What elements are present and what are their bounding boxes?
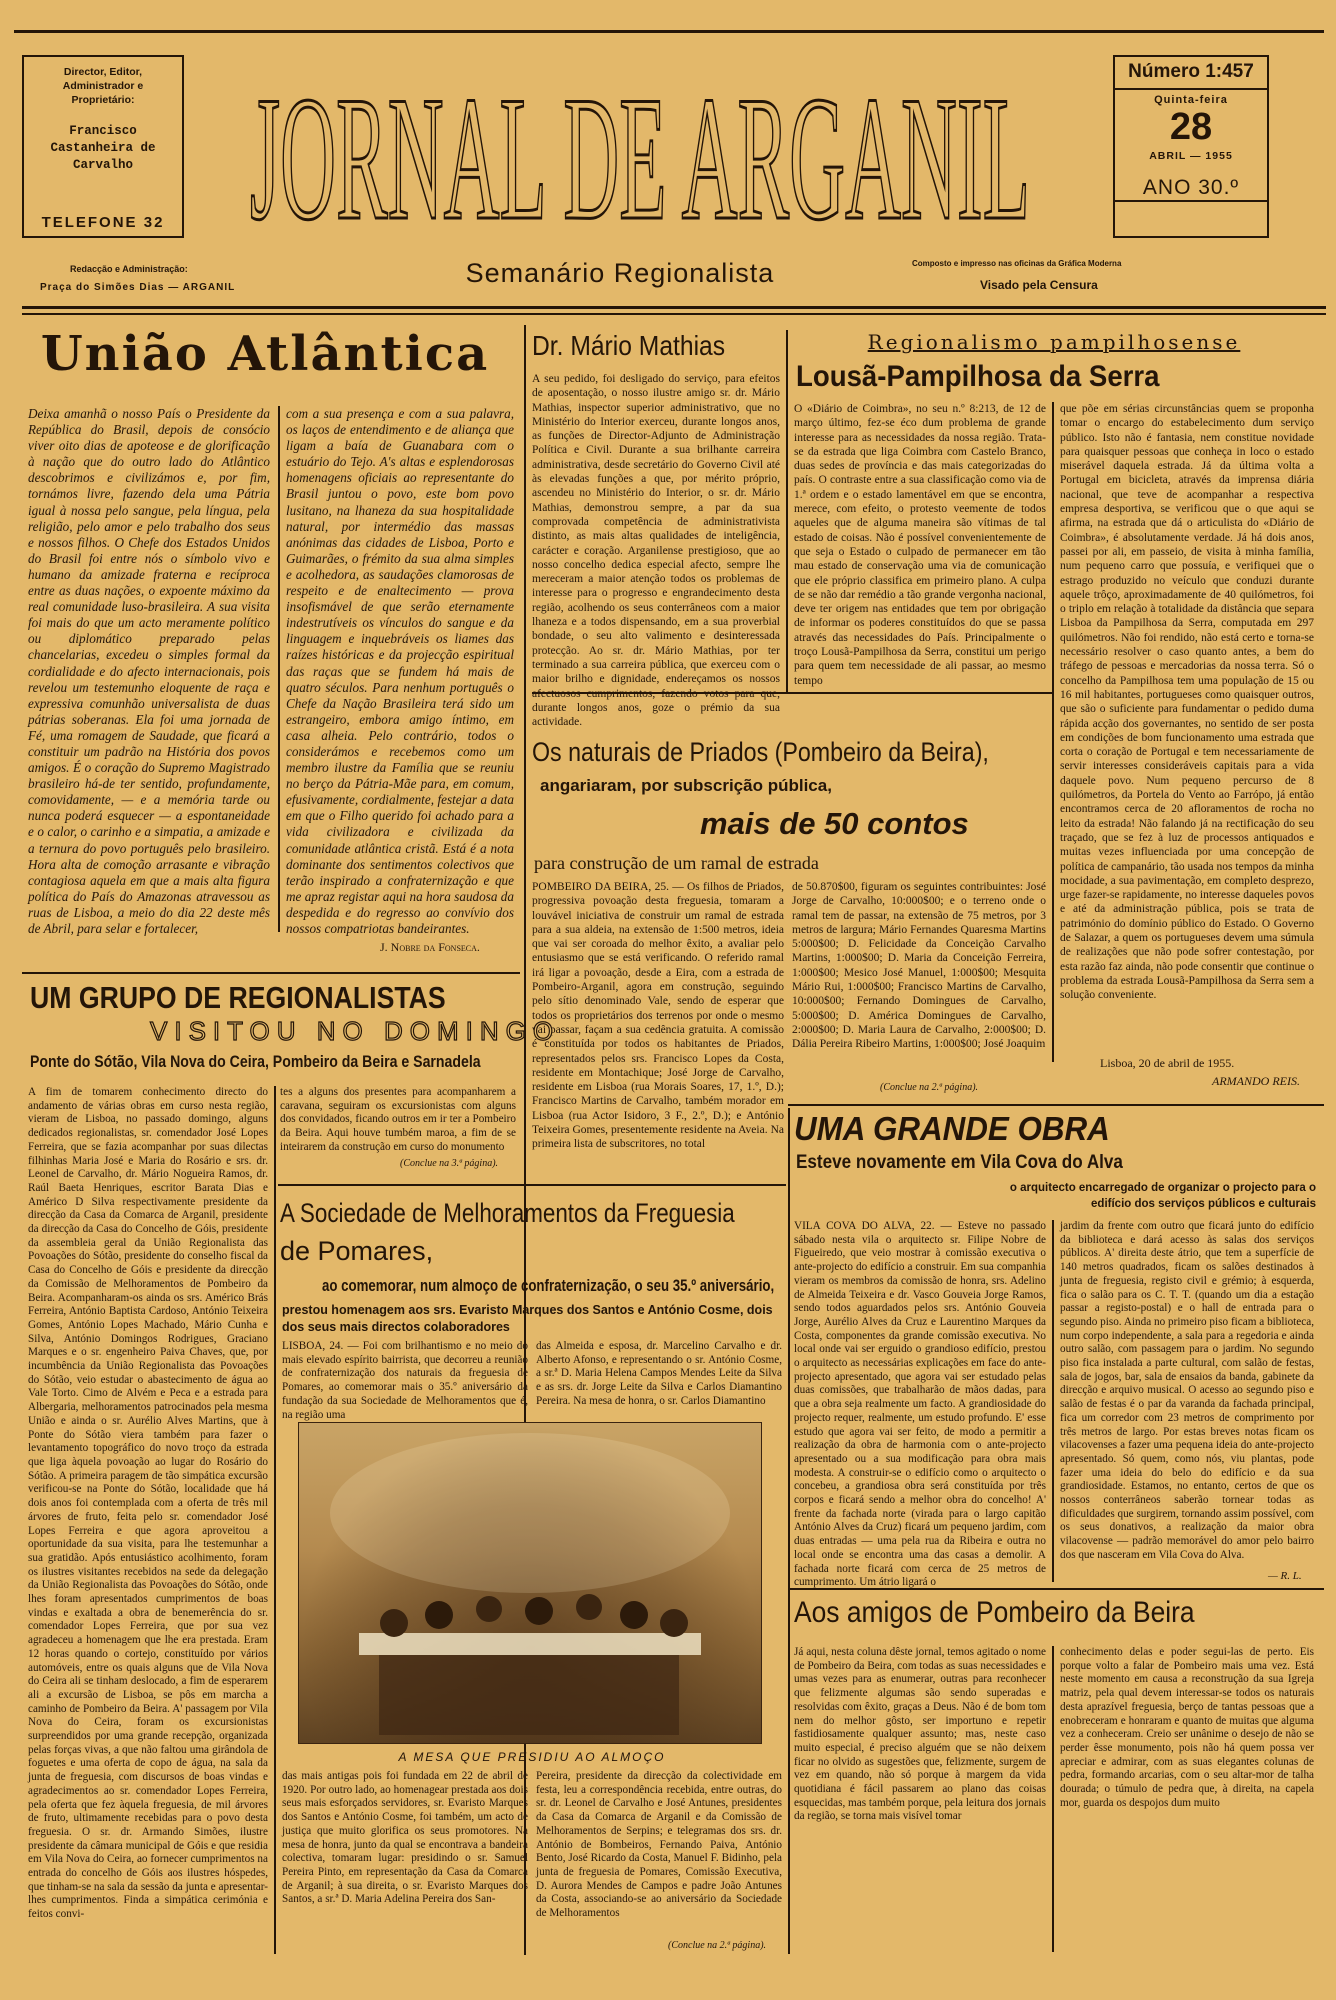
subtitle: Semanário Regionalista: [465, 258, 775, 288]
grupo-subhead: VISITOU NO DOMINGO: [150, 1016, 561, 1046]
issue-month-year: ABRIL — 1955: [1149, 150, 1233, 162]
lousa-signature: ARMANDO REIS.: [1212, 1074, 1300, 1088]
headline-mathias: Dr. Mário Mathias: [532, 330, 726, 361]
grande-obra-col1: VILA COVA DO ALVA, 22. — Esteve no passado sábado nesta vila o arquitecto sr. Filipe Nobre de Figueiredo, que veio mostrar à comissão executiva o ante-projecto do edifício a construir. Em sua companhia vieram os membros da comissão de honra, srs. Adelino de Almeida Teixeira e dr. Vasco Gouveia Jorge Ramos, sendo todos aguardados pelos srs. António Gouveia Jorge, Aurélio Alves da Cruz e Laurentino Marques da Costa, componentes da grande comissão executiva. No local onde vai ser erguido o grandioso edifício, prestou o arquitecto as necessárias explicações em face do ante-projecto apresentado, que agora vai ser estudado pelas duas comissões, que trabalharão de mãos dadas, para que a obra seja realmente um facto. A grandiosidade do projecto requer, realmente, um estudo profundo. E' esse estudo que agora vai ser feito, de modo a permitir a realização da obra de harmonia com o ante-projecto apresentado ou a sua modificação para obra mais modesta. A construir-se o edifício como o arquitecto o concebeu, a grandiosa obra será constituída por três corpos e ficará sendo a melhor obra do concelho! A' frente da fachada norte (virada para o largo capitão António Alves da Cruz) ficará um pequeno jardim, com duas entradas — uma pela rua da Ribeira e outra no local onde se encontra uma das casas a demolir. A fachada norte ficará com cerca de 25 metros de cumprimento. Um átrio ligará o: [794, 1220, 1046, 1589]
photo-caption: A MESA QUE PRESIDIU AO ALMOÇO: [398, 1750, 666, 1764]
sociedade-col2b: Pereira, presidente da direcção da colectividade em festa, leu a correspondência recebida, entre outras, do sr. dr. Leonel de Carvalho e José Antunes, presidentes da Casa da Comarca de Arganil e da Comissão de Melhoramentos de Serpins; e telegramas dos srs. dr. António de Bombeiros, Fernando Paiva, António Bento, José Ricardo da Costa, Manuel F. Bidinho, pela junta de freguesia de Pomares, Comissão Executiva, D. Aurora Mendes de Campos e padre João Antunes da Costa, associando-se ao aniversário da Sociedade de Melhoramentos: [536, 1770, 782, 1920]
priados-continued: (Conclue na 2.ª página).: [880, 1082, 979, 1093]
issue-box: [1113, 55, 1269, 238]
title-text: JORNAL DE ARGANIL: [250, 59, 1030, 257]
grande-obra-subhead2: o arquitecto encarregado de organizar o projecto para o edifício dos serviços públicos e culturais: [1009, 1182, 1316, 1210]
sociedade-col1b: das mais antigas pois foi fundada em 22 de abril de 1920. Por outro lado, ao homenagear prestada aos dois seus mais esforçados servidores, sr. Evaristo Marques dos Santos e António Cosme, foi também, um acto de justiça que muito glorifica os seus promotores. Na mesa de honra, junto da qual se encontrava a bandeira colectiva, tomaram lugar: presidindo o sr. Samuel Pereira Pinto, em representação da Casa da Comarca de Arganil; à sua direita, o sr. Evaristo Marques dos Santos, a sr.ª D. Maria Adelina Pereira dos San-: [282, 1770, 528, 1906]
redaccao-label: Redacção e Administração:: [70, 264, 188, 274]
grande-obra-col2: jardim da frente com outro que ficará junto do edifício da biblioteca e dará acesso às salas dos serviços públicos. A' direita deste átrio, que tem a superfície de 140 metros quadrados, ficam os salões destinados à junta de freguesia, registo civil e grémio; à esquerda, fica o salão para os C. T. T. (quando um dia a estação passar a registo-postal) e o hall de entrada para o segundo piso. Ainda no primeiro piso ficam a biblioteca, num corpo independente, a sala para a regedoria e ainda outro salão, com passagem para o jardim. No segundo piso fica instalada a parte cultural, com salão de festas, sala de jogos, bar, sala de ensaios da banda, gabinete da direcção e arquivo musical. O acesso ao segundo piso e salão de festas é o par da varanda da fachada principal, fica um corredor com 23 metros de comprimento por três metros de largo. Por estas breves notas ficam os vilacovenses a fazer uma pequena ideia do ante-projecto apresentado. Só quem, como nós, viu plantas, pode fazer uma ideia do belo do edifício e da sua grandiosidade. Estamos, no entanto, certos de que os nossos conterrâneos saberão tornear todas as dificuldades que surgirem, tornando assim possível, com os seus donativos, a realização da maior obra vilacovense — padrão memorável do amor pelo bairro dos que nasceram em Vila Cova do Alva.: [1060, 1220, 1314, 1561]
grande-obra-signature: — R. L.: [1268, 1570, 1302, 1582]
grupo-continued: (Conclue na 3.ª página).: [400, 1158, 499, 1169]
headline-sociedade-2: de Pomares,: [280, 1236, 434, 1266]
priados-col2: de 50.870$00, figuram os seguintes contribuintes: José Jorge de Carvalho, 10:000$00; e o terreno onde o ramal tem de passar, na extensão de 75 metros, por 3 metros de largura; Mário Fernandes Quaresma Martins 5:000$00; D. Felicidade da Conceição Carvalho Martins, 1:000$00; D. Maria da Conceição Ferreira, 1:000$00; Mesico José Manuel, 1:000$00; Mesquita Mário Rui, 1:000$00; Francisco Martins de Carvalho, 10:000$00; Fernando Domingues de Carvalho, 5:000$00; D. América Domingues de Carvalho, 2:000$00; D. Maria Laura de Carvalho, 2:000$00; D. Dália Pereira Ribeiro Martins, 1:000$00; José Joaquim: [792, 881, 1046, 1051]
uniao-signature: J. Nobre da Fonseca.: [380, 940, 480, 954]
lousa-kicker: Regionalismo pampilhosense: [867, 330, 1241, 354]
headline-grande-obra: UMA GRANDE OBRA: [794, 1110, 1110, 1147]
sociedade-continued: (Conclue na 2.ª página).: [668, 1940, 767, 1951]
headline-lousa: Lousã-Pampilhosa da Serra: [796, 360, 1160, 393]
lousa-dateline: Lisboa, 20 de abril de 1955.: [1100, 1056, 1235, 1070]
grande-obra-subhead: Esteve novamente em Vila Cova do Alva: [796, 1152, 1123, 1173]
amigos-col2: conhecimento delas e poder segui-las de perto. Eis porque volto a falar de Pombeiro mais uma vez. Está neste momento em causa a reconstrução da sua Igreja matriz, pela qual devem interessar-se todos os naturais desta aprazível freguesia, berço de tantas pessoas que a enobreceram e honraram e quanto de muitas que alguma vez a conheceram. Creio ser unânime o desejo de não se perder êsse monumento, pois não há quem possa ver apreciar e admirar, com as suas elegantes colunas de pedra, formando arcarias, com o seu altar-mor de talha dourada; o túmulo de pedra que, à direita, na capela mor, guarda os despojos dum muito: [1060, 1646, 1314, 1809]
priados-subhead2: mais de 50 contos: [700, 806, 969, 841]
grupo-col2: tes a alguns dos presentes para acompanharem a caravana, seguiram os excursionistas com alguns dos convidados, ficando outros em ir ter a Pombeiro da Beira. Aqui houve tumbém maroa, a fim de se inteirarem da construção em curso do monumento: [280, 1086, 516, 1153]
sociedade-col2: das Almeida e esposa, dr. Marcelino Carvalho e dr. Alberto Afonso, e representando o sr. António Cosme, a sr.ª D. Maria Helena Campos Mendes Leite da Silva e as srs. dr. Jorge Leite da Silva e Carlos Diamantino Pereira. Na mesa de honra, o sr. Carlos Diamantino: [536, 1340, 782, 1407]
sociedade-col1: LISBOA, 24. — Foi com brilhantismo e no meio do mais elevado espírito bairrista, que decorreu a reunião de confraternização dos naturais da freguesia de Pomares, ao comemorar mais o 35.º aniversário da fundação da sua Sociedade de Melhoramentos que é, na região uma: [282, 1340, 528, 1421]
issue-day: 28: [1169, 106, 1213, 148]
headline-sociedade-1: A Sociedade de Melhoramentos da Freguesia: [280, 1198, 735, 1228]
censorship-note: Visado pela Censura: [980, 278, 1098, 292]
editor-box: [22, 55, 184, 238]
lousa-col1: O «Diário de Coimbra», no seu n.º 8:213, de 12 de março último, fez-se éco dum problema de grande interesse para as necessidades da nossa região. Trata-se da estrada que liga Coimbra com Castelo Branco, duas sedes de província e das mais categorizadas do país. O contraste entre a sua classificação como via de 1.ª ordem e o estado lamentável em que se encontra, merece, com efeito, o protesto veemente de todos aqueles que de alguma maneira são vítimas de tal estado de coisas. Não é possível convenientemente de que seja o Estado o culpado de permanecer em tão mau estado de conservação uma via de comunicação que ele próprio classifica em primeiro plano. A culpa de se não dar remédio a tão grande vergonha nacional, deve ter origem nas entidades que tem por obrigação de informar os poderes constituídos do que se passa através das necessidades do País. Principalmente o troço Lousã-Pampilhosa da Serra, constitui um perigo para quem tem necessidade de ali passar, ao mesmo tempo: [794, 403, 1046, 687]
masthead-double-rule: [22, 306, 1326, 315]
lousa-col2: que põe em sérias circunstâncias quem se proponha tomar o encargo do estabelecimento dum serviço público. Isto não é fantasia, nem constitue novidade para quaisquer pessoas que conheça in loco o estado miserável daquela estrada. Já da última volta a Portugal em bicicleta, através da imprensa diária nacional, que teve de acompanhar a respectiva empresa desportiva, se verificou que o que aqui se afirma, na estrada que dá o articulista do «Diário de Coimbra», é absolutamente verdade. Já há dois anos, passei por ali, em passeio, de visita à minha família, num pequeno carro que possuía, e verifiquei que o estrago produzido no veículo que conduzi durante aquele trôço, aproximadamente de 40 quilómetros, foi o triplo em relação à totalidade da distância que separa Lisboa da Pampilhosa da Serra, computada em 297 quilómetros. Não foi rendido, não está certo e torna-se necessário resolver o caso quanto antes, a bem do tráfego de pessoas e mercadorias da nossa terra. Só o concelho da Pampilhosa tem uma população de 15 ou 16 mil habitantes, portugueses como quaisquer outros, que são o suficiente para fundamentar o pedido duma rápida acção dos governantes, no sentido de ser posta em condições de bom funcionamento uma estrada que corta o coração de Portugal e tem necessariamente de servir interesses consideráveis capitais para a vida daquele povo. Num pequeno percurso de 8 quilómetros, da Portela do Vento ao Farrópo, já então encontramos cerca de 20 afloramentos de rocha no leito da estrada! Não falando já na rectificação do seu traçado, que se fez à luz de processos antiquados e muitas vezes influenciada por uma concepção de política de campanário, tão usada nos tempos da minha mocidade, a sua pavimentação, em completo desprezo, urge fazer-se rapidamente, no interesse daqueles povos e até da administração pública, pois se trata de património do domínio público do Estado. O Governo de Salazar, a quem os portugueses devem uma súmula de realizações que não pode sofrer contestação, por esta razão faz ainda, não pode consentir que continue o problema da estrada Lousã-Pampilhosa da Serra sem a solução conveniente.: [1060, 403, 1314, 1002]
sociedade-subhead2: prestou homenagem aos srs. Evaristo Marques dos Santos e António Cosme, dois dos seus mais directos colaboradores: [282, 1303, 773, 1334]
issue-year: ANO 30.º: [1142, 176, 1240, 199]
photo-scene: [299, 1423, 761, 1743]
top-rule: [14, 30, 1324, 33]
address: Praça do Simões Dias — ARGANIL: [40, 282, 236, 293]
grupo-places: Ponte do Sótão, Vila Nova do Ceira, Pombeiro da Beira e Sarnadela: [30, 1052, 481, 1071]
issue-weekday: Quinta-feira: [1154, 94, 1228, 106]
phone: TELEFONE 32: [41, 214, 165, 231]
newspaper-title: [240, 40, 1040, 257]
mathias-body: A seu pedido, foi desligado do serviço, para efeitos de aposentação, o nosso ilustre amigo sr. dr. Mário Mathias, inspector superior administrativo, que no Ministério do Interior exerceu, durante longos anos, as funções de Director-Adjunto de Administração Política e Civil. Durante a sua brilhante carreira administrativa, desde secretário do Governo Civil até às elevadas funções a que, por mérito próprio, ascendeu no Ministério do Interior, o sr. dr. Mário Mathias, demonstrou sempre, a par da sua comprovada competência de administrativista distinto, as mais altas qualidades de inteligência, carácter e coração. Arganilense prestigioso, que ao nosso concelho dedica especial afecto, sempre lhe mereceram a maior atenção todos os problemas de interesse para o progresso e engrandecimento desta região, acolhendo os seus conterrâneos com a maior lhaneza e a todos dispensando, em a sua proverbial bondade, o seu alto valimento e desinteressada protecção. Ao sr. dr. Mário Mathias, por ter terminado a sua carreira pública, que exerceu com o maior brilho e dignidade, endereçamos os nossos durante longos anos, goze o prémio da sua actividade.: [532, 373, 780, 729]
priados-subhead1: angariaram, por subscrição pública,: [540, 776, 832, 795]
editor-name: Francisco Castanheira de Carvalho: [50, 124, 156, 172]
editor-role: Director, Editor, Administrador e Proprietário:: [62, 66, 144, 106]
uniao-col2: com a sua presença e com a sua palavra, os laços de entendimento e de aliança que ligam a baía de Guanabara com o estuário do Tejo. A's altas e esplendorosas homenagens oficiais ao representante do Brasil juntou o povo, este bom povo lusitano, na lhaneza da sua hospitalidade natural, por intermédio das massas anónimas das cidades de Lisboa, Porto e Guimarães, o frémito da sua alma simples e acolhedora, as saudações clamorosas de respeito e de enaltecimento — prova insofismável de que serão eternamente indestrutíveis os vínculos do sangue e da linguagem e inquebráveis os liames das raízes históricas e da projecção espiritual das raças que se fundem há mais de quatro séculos. Para nenhum português o Chefe da Nação Brasileira terá sido um estrangeiro, embora amigo íntimo, em casa alheia. Pelo contrário, todos o considerámos e recebemos como um membro ilustre da Família que se reuniu no berço da Pátria-Mãe para, em comum, efusivamente, cordialmente, festejar a data em que o Filho querido foi achado para a vida civilizadora e civilizada da comunidade atlântica cristã. Está é a nota dominante dos sentimentos colectivos que terão inspirado a confraternização e que me apraz registar aqui na hora saudosa da despedida e do regresso ao convívio dos nossos compatriotas bandeirantes.: [286, 406, 514, 936]
priados-col1: POMBEIRO DA BEIRA, 25. — Os filhos de Priados, progressiva povoação desta freguesia, tomaram a louvável iniciativa de construir um ramal de estrada para a sua aldeia, na extensão de 1:500 metros, ideia que vai ser coroada do melhor êxito, a avaliar pelo entusiasmo que se está verificando. O referido ramal irá ligar a povoação, desde a Eira, com a estrada de Pombeiro-Arganil, agora em construção, seguindo pelo sítio denominado Vale, sendo de esperar que todos os proprietários dos terrenos por onde o mesmo vai passar, façam a sua cedência gratuita. A comissão é constituída por todos os habitantes de Priados, representados pelos srs. Francisco Lopes da Costa, residente em Montachique; José Jorge de Carvalho, residente em Lisboa (rua Morais Soares, 17, 1.º, D.); Francisco Martins de Carvalho, também morador em Lisboa (rua Actor Isidoro, 3 F., 2.º, D.); e António Teixeira Gomes, presentemente residente na Aveia. Na primeira lista de subscritores, no total: [532, 881, 784, 1151]
priados-subhead3: para construção de um ramal de estrada: [534, 853, 819, 873]
grupo-col1: A fim de tomarem conhecimento directo do andamento de várias obras em curso nesta região, vieram de Lisboa, no passado domingo, alguns dedicados regionalistas, sr. comendador José Lopes Ferreira, que se fazia acompanhar por suas dilectas filhinhas Maria José e Maria do Rosário e srs. dr. Leonel de Carvalho, dr. Mário Nogueira Ramos, dr. Raúl Baeta Henriques, escritor Barata Dias e Américo D Silva respectivamente presidente da direcção da Casa da Comarca de Arganil, presidente da direcção da Casa do Concelho de Góis, presidente da assembleia geral da União Regionalista das Povoações do Sótão, presidente do conselho fiscal da Casa do Concelho de Góis e presidente da direcção da Comissão de Melhoramentos de Pombeiro da Beira. Acompanharam-os ainda os srs. Américo Brás Ferreira, António Baptista Cardoso, António Teixeira Gomes, António Lopes Machado, Mário Cunha e Silva, António Domingos Rodrigues, Graciano Marques e o sr. engenheiro Paiva Chaves, que, por incumbência da União Regionalista das Povoações do Sótão, veio estudar o abastecimento de água ao Vale Torto. Cimo de Alvém e Peca e a estrada para Albergaria, melhoramentos patrocinados pela mesma União e ainda o sr. Aurélio Alves Martins, que à Ponte do Sótão viera também para fazer o levantamento topográfico do novo troço da estrada que liga àquela povoação ao lugar do Rosário do Sótão. A primeira paragem de tão simpática excursão verificou-se na Ponte do Sótão, localidade que há dois anos foi contemplada com a oferta de três mil árvores de fruto, feita pelo sr. comendador José Lopes Ferreira e que agora aproveitou a oportunidade da sua visita, para lhe testemunhar a sua gratidão. Após entusiástico acolhimento, foram os ilustres visitantes recebidos na sede da delegação da União Regionalista das Povoações do Sótão, onde lhes foram apresentados cumprimentos de boas vindas e exaltada a obra de benemerência do sr. comendador Lopes Ferreira, que por sua vez agradeceu a homenagem que lhe era prestada. Eram 12 horas quando o cortejo, constituído por vários automóveis, entre os quais alguns que de Vila Nova do Ceira ali se tinham deslocado, a fim de esperarem ali a excursão de Lisboa, se pôs em marcha a caminho de Pombeiro da Beira. A' passagem por Vila Nova do Ceira, foram os excursionistas surpreendidos por uma grande recepção, organizada pelas forças vivas, a que não faltou uma girândola de foguetes e uma oferta de copo de água, na sala da junta de freguesia, com discursos de boas vindas e agradecimentos ao sr. comendador Lopes Ferreira, pela oferta que fez àquela freguesia, de mil árvores de fruto, ultimamente recebidas para o povo desta freguesia. O sr. dr. Armando Simões, ilustre presidente da câmara municipal de Góis e que residia em Vila Nova do Ceira, ao fornecer cumprimentos na entrada do concelho de Góis aos ilustres hóspedes, que tinham-se na sala da sessão da junta e apresentar-lhes cumprimentos. Finda a simpática cerimónia e feitos convi-: [28, 1086, 268, 1921]
issue-number: Número 1:457: [1128, 61, 1254, 82]
headline-uniao: União Atlântica: [40, 326, 490, 382]
title-svg: [240, 40, 1040, 257]
uniao-col1: Deixa amanhã o nosso País o Presidente da República do Brasil, depois de consócio viver oito dias de apoteose e de glorificação à nação que do outro lado do Atlântico descobrimos e civilizámos e, por fim, tornámos livre, fazendo dela uma Pátria igual à nossa pelo sangue, pela língua, pela religião, pelo amor e pelo trabalho dos seus e nossos filhos. O Chefe dos Estados Unidos do Brasil foi entre nós o símbolo vivo e humano da amizade fraterna e recíproca entre as duas nações, o expoente máximo da real comunidade luso-brasileira. A sua visita foi mais do que um acto meramente político ou diplomático preparado pelas chancelarias, excedeu o simples formal da cordialidade e do afecto internacionais, pois revelou um testemunho eloquente de raça e expressiva comunhão universalista de duas pátrias soberanas. Ela foi uma jornada de Fé, uma romagem de Saudade, que ficará a constituir um padrão na História dos povos amigos. É o coração do Supremo Magistrado brasileiro há-de ter sentido, profundamente, comovidamente, — e a memória tarde ou nunca poderá esquecer — a espontaneidade e o calor, o carinho e a simpatia, a amizade e a ternura do povo português pelo brasileiro. Hora alta de comoção arrasante e vibração contagiosa aquela em que a mais alta figura política do País do Amazonas atravessou as ruas de Lisboa, a meio do dia 22 deste mês de Abril, para selar e fortalecer,: [28, 406, 270, 936]
photo-lunch-table: [298, 1422, 762, 1744]
headline-amigos: Aos amigos de Pombeiro da Beira: [794, 1596, 1195, 1629]
sociedade-subhead: ao comemorar, num almoço de confraternização, o seu 35.º aniversário,: [322, 1276, 775, 1295]
amigos-col1: Já aqui, nesta coluna dêste jornal, temos agitado o nome de Pombeiro da Beira, com todas as suas necessidades e umas vezes para as enumerar, outras para reconhecer que felizmente algumas são sendo superadas e resolvidas com êxito, graças a Deus. Não é de bom tom nem do melhor gôsto, ser importuno e repetir fastidiosamente qualquer assunto; mas, neste caso muito especial, é preciso alguém que se não deixem ficar no olvido as sugestões que, felizmente, surgem de vez em quando, não só porque à margem da vida quotidiana é fácil passarem ao plano das coisas esquecidas, mas também porque, pela leitura dos jornais da região, se torna mais visível tomar: [794, 1646, 1046, 1823]
headline-grupo: UM GRUPO DE REGIONALISTAS: [30, 980, 446, 1015]
headline-priados: Os naturais de Priados (Pombeiro da Beira),: [532, 737, 989, 767]
printer-note: Composto e impresso nas oficinas da Gráfica Moderna: [912, 259, 1122, 268]
